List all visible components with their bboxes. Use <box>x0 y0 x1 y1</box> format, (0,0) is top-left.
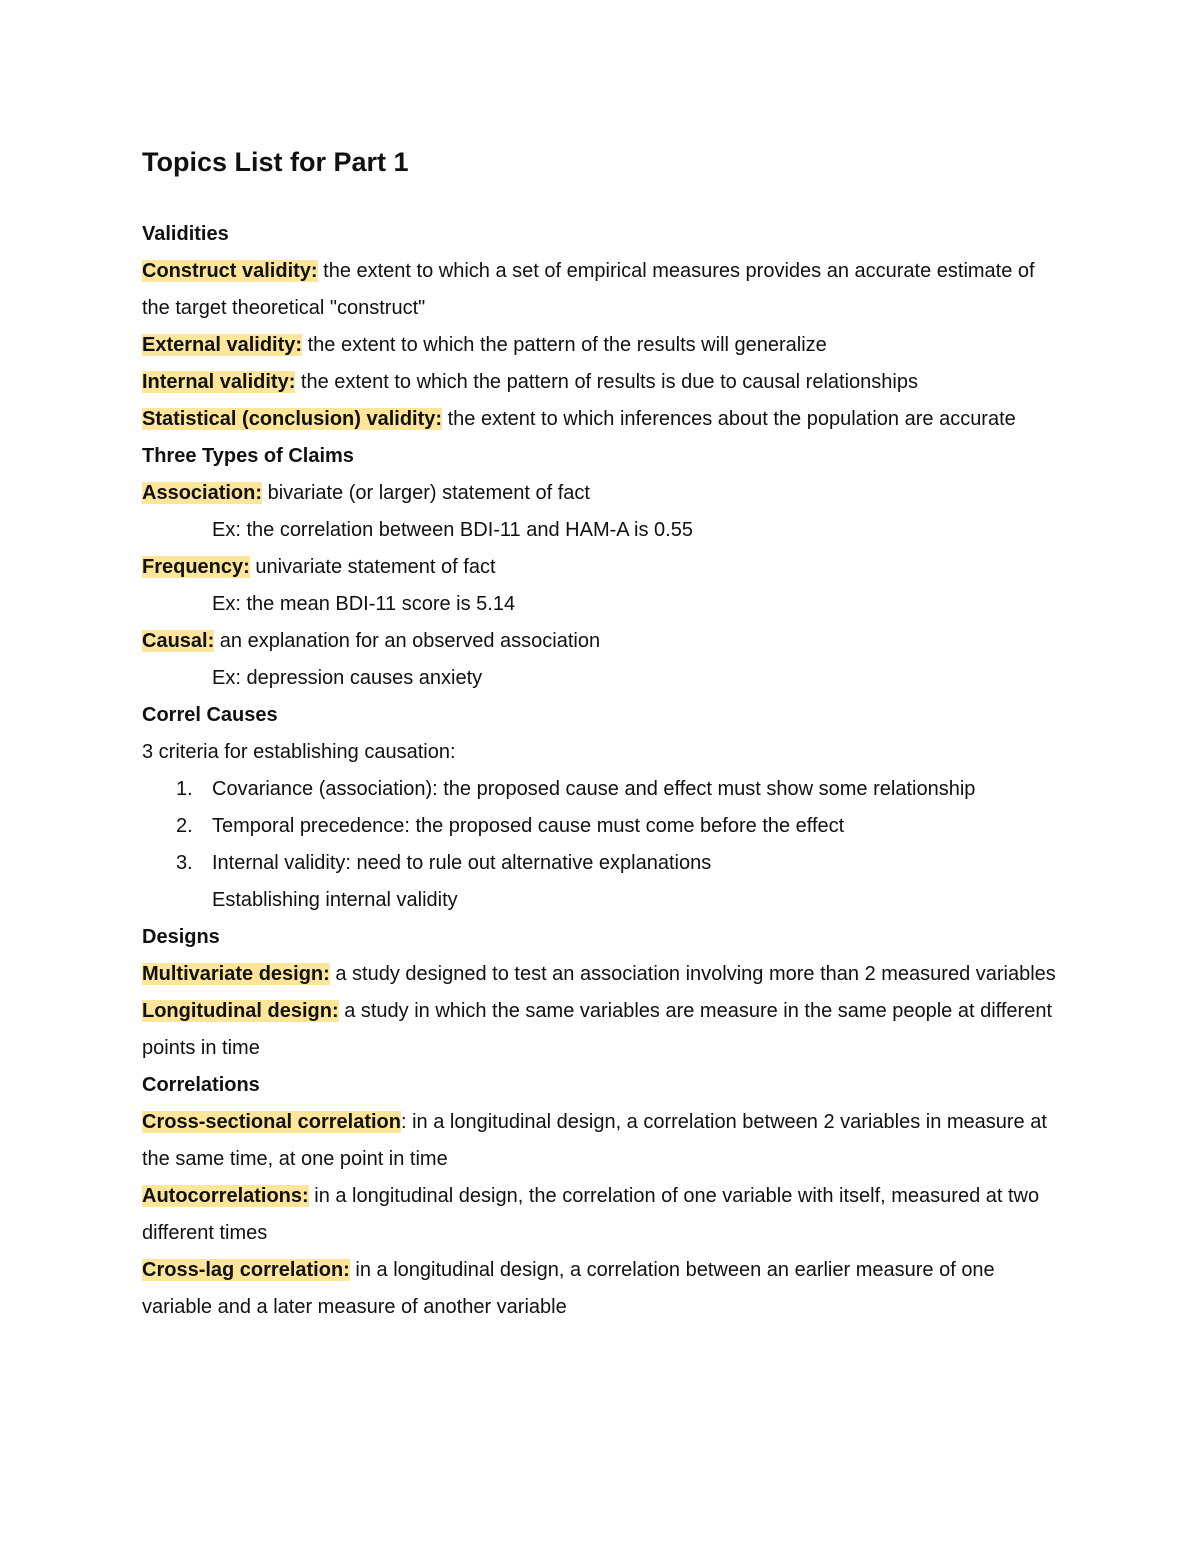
definition-autocorrelations <box>142 1178 1062 1252</box>
term-definition: a study in which the same variables are measure in the same people at different points in time <box>142 1000 1052 1059</box>
list-text: Temporal precedence: the proposed cause must come before the effect <box>212 815 845 837</box>
list-item <box>142 771 1062 808</box>
example-association: Ex: the correlation between BDI-11 and HAM-A is 0.55 <box>212 519 693 541</box>
list-item <box>142 808 1062 845</box>
list-number: 3. <box>176 852 193 874</box>
definition-external-validity <box>142 327 1062 364</box>
list-text: Covariance (association): the proposed cause and effect must show some relationship <box>212 778 976 800</box>
criteria-intro: 3 criteria for establishing causation: <box>142 741 456 763</box>
definition-multivariate-design <box>142 956 1062 993</box>
term-label: Causal: <box>142 630 215 652</box>
section-heading-validities: Validities <box>142 223 229 245</box>
definition-association <box>142 475 1062 512</box>
term-definition: the extent to which a set of empirical measures provides an accurate estimate of the target theoretical "construct" <box>142 260 1035 319</box>
example-causal: Ex: depression causes anxiety <box>212 667 483 689</box>
term-label: Frequency: <box>142 556 250 578</box>
definition-longitudinal-design <box>142 993 1062 1067</box>
term-definition: the extent to which the pattern of the results will generalize <box>302 334 827 356</box>
list-number: 1. <box>176 778 193 800</box>
definition-internal-validity <box>142 364 1062 401</box>
term-label: Cross-lag correlation: <box>142 1259 350 1281</box>
term-definition: the extent to which inferences about the population are accurate <box>442 408 1016 430</box>
section-heading-designs: Designs <box>142 926 220 948</box>
list-item <box>142 845 1062 882</box>
document-content <box>142 142 1062 1326</box>
section-heading-claims: Three Types of Claims <box>142 445 354 467</box>
term-label: Cross-sectional correlation <box>142 1111 401 1133</box>
definition-cross-sectional <box>142 1104 1062 1178</box>
term-label: Multivariate design: <box>142 963 330 985</box>
term-definition: univariate statement of fact <box>249 556 496 578</box>
term-definition: a study designed to test an association involving more than 2 measured variables <box>329 963 1056 985</box>
term-label: Longitudinal design: <box>142 1000 339 1022</box>
term-label: Construct validity: <box>142 260 318 282</box>
page-title: Topics List for Part 1 <box>142 147 409 177</box>
term-definition: bivariate (or larger) statement of fact <box>262 482 590 504</box>
definition-causal <box>142 623 1062 660</box>
definition-construct-validity <box>142 253 1062 327</box>
term-label: Internal validity: <box>142 371 296 393</box>
sub-item: Establishing internal validity <box>212 889 458 911</box>
term-label: External validity: <box>142 334 303 356</box>
term-definition: in a longitudinal design, the correlation of one variable with itself, measured at two different times <box>142 1185 1040 1244</box>
term-definition: : in a longitudinal design, a correlation between 2 variables in measure at the same time, at one point in time <box>142 1111 1047 1170</box>
definition-frequency <box>142 549 1062 586</box>
definition-cross-lag <box>142 1252 1062 1326</box>
term-label: Statistical (conclusion) validity: <box>142 408 443 430</box>
term-label: Autocorrelations: <box>142 1185 309 1207</box>
section-heading-correl-causes: Correl Causes <box>142 704 278 726</box>
definition-statistical-validity <box>142 401 1062 438</box>
term-label: Association: <box>142 482 263 504</box>
example-frequency: Ex: the mean BDI-11 score is 5.14 <box>212 593 516 615</box>
list-number: 2. <box>176 815 193 837</box>
section-heading-correlations: Correlations <box>142 1074 260 1096</box>
term-definition: the extent to which the pattern of results is due to causal relationships <box>295 371 918 393</box>
term-definition: in a longitudinal design, a correlation between an earlier measure of one variable and a later measure of another variable <box>142 1259 995 1318</box>
term-definition: an explanation for an observed association <box>214 630 601 652</box>
list-text: Internal validity: need to rule out alternative explanations <box>212 852 712 874</box>
